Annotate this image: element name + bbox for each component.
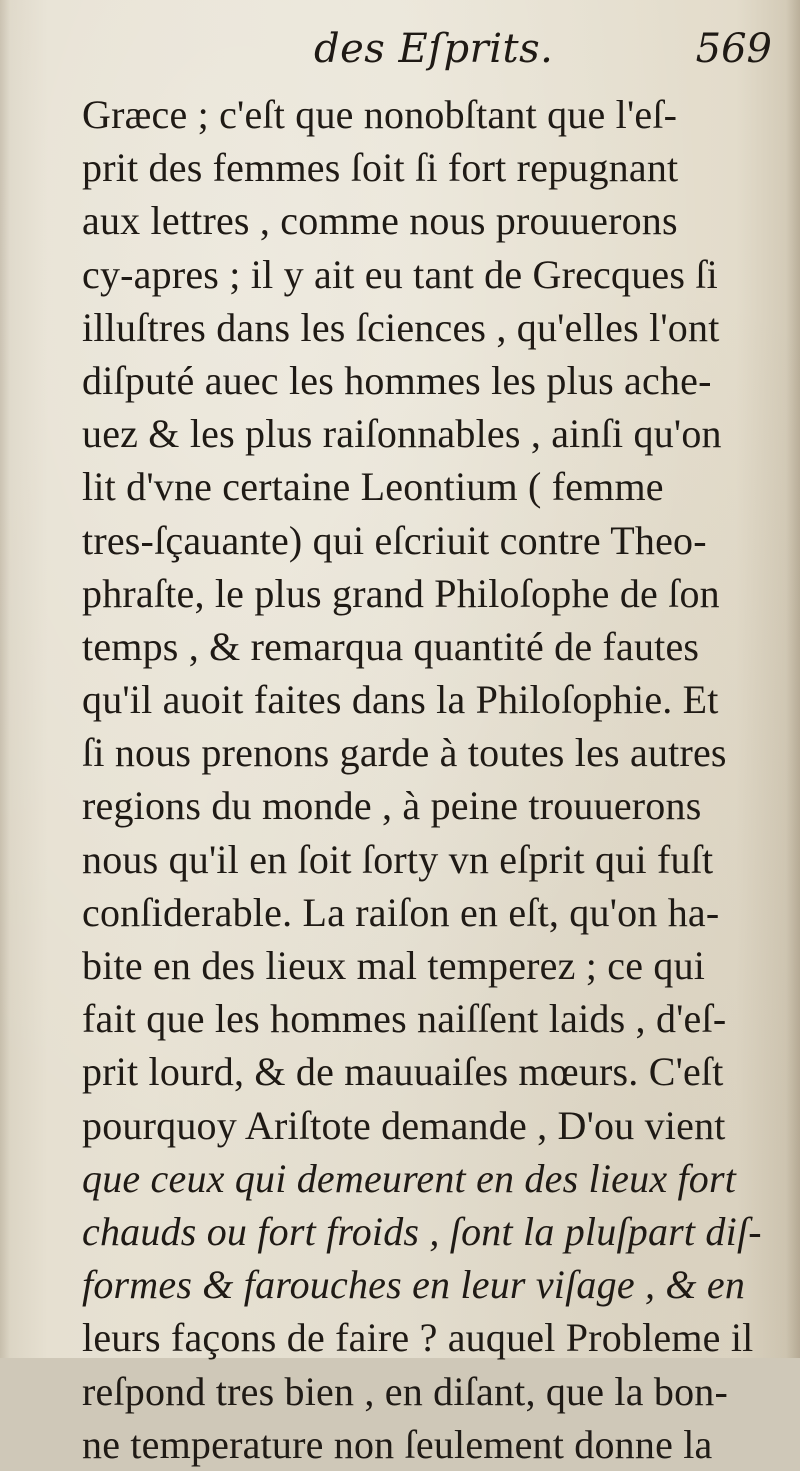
text-line: conſiderable. La raiſon en eſt, qu'on ha- — [82, 889, 720, 935]
text-line: ne temperature non ſeulement donne la — [82, 1421, 713, 1467]
page-number: 569 — [695, 26, 772, 72]
text-line: temps , & remarqua quantité de fautes — [82, 623, 700, 669]
page-shadow-left — [0, 0, 10, 1358]
text-line: aux lettres , comme nous prouuerons — [82, 198, 678, 244]
text-line: ſi nous prenons garde à toutes les autres — [82, 730, 727, 776]
text-line: leurs façons de faire ? auquel Probleme il — [82, 1315, 754, 1361]
text-line-italic: formes & farouches en leur viſage , & en — [82, 1262, 746, 1308]
page-shadow-right — [786, 0, 800, 1358]
body-text — [82, 88, 762, 1471]
running-head — [82, 22, 772, 84]
text-line: fait que les hommes naiſſent laids , d'eſ- — [82, 996, 727, 1042]
text-line-italic: chauds ou fort froids , ſont la pluſpart diſ- — [82, 1208, 762, 1254]
text-line: qu'il auoit faites dans la Philoſophie. Et — [82, 677, 719, 723]
text-line: Græce ; c'eſt que nonobſtant que l'eſ- — [82, 92, 678, 137]
running-title: des Eſprits. — [314, 26, 554, 72]
text-line: nous qu'il en ſoit ſorty vn eſprit qui fuſt — [82, 836, 714, 882]
text-line: pourquoy Ariſtote demande , D'ou vient — [82, 1102, 726, 1148]
text-line: uez & les plus raiſonnables , ainſi qu'on — [82, 411, 722, 457]
text-line: lit d'vne certaine Leontium ( femme — [82, 464, 664, 510]
text-line: diſputé auec les hommes les plus ache- — [82, 357, 712, 403]
text-line: bite en des lieux mal temperez ; ce qui — [82, 943, 706, 988]
text-line: phraſte, le plus grand Philoſophe de ſon — [82, 570, 720, 616]
text-line: prit lourd, & de mauuaiſes mœurs. C'eſt — [82, 1049, 724, 1095]
text-line: tres-ſçauante) qui eſcriuit contre Theo- — [82, 517, 707, 563]
text-line: illuſtres dans les ſciences , qu'elles l'ont — [82, 304, 720, 350]
text-line-italic: que ceux qui demeurent en des lieux fort — [82, 1155, 737, 1201]
text-line: prit des femmes ſoit ſi fort repugnant — [82, 145, 679, 191]
text-line: reſpond tres bien , en diſant, que la bon- — [82, 1368, 728, 1414]
text-line: cy-apres ; il y ait eu tant de Grecques ſi — [82, 251, 718, 297]
text-line: regions du monde , à peine trouuerons — [82, 783, 702, 829]
